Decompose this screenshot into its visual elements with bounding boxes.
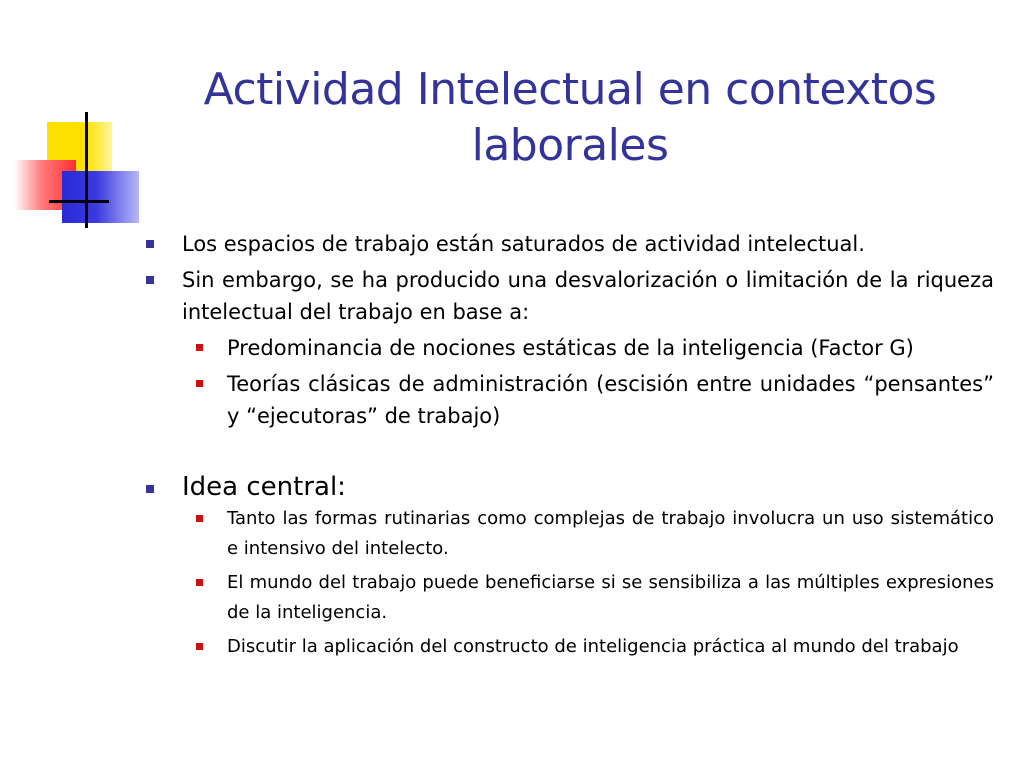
slide-title-line-1: Actividad Intelectual en contextos (203, 64, 937, 115)
sub-bullet-item (182, 632, 994, 662)
crosshair-horizontal-line (49, 200, 109, 203)
sub-bullet-item (182, 568, 994, 628)
slide-title (130, 62, 1010, 174)
crosshair-vertical-line (85, 112, 88, 228)
square-bullet-icon (196, 344, 203, 351)
square-bullet-icon (146, 276, 154, 284)
bullet-item (146, 470, 994, 504)
sub-bullet-text: Tanto las formas rutinarias como complejas de trabajo involucra un uso sistemático e intensivo del intelecto. (227, 508, 994, 559)
sub-bullet-text: Discutir la aplicación del constructo de inteligencia práctica al mundo del trabajo (227, 636, 959, 657)
sub-bullet-item (182, 332, 994, 364)
square-bullet-icon (196, 643, 203, 650)
square-bullet-icon (146, 485, 154, 493)
bullet-text: Idea central: (182, 472, 346, 502)
square-bullet-icon (196, 380, 203, 387)
sub-bullet-text: Predominancia de nociones estáticas de la inteligencia (Factor G) (227, 336, 914, 360)
sub-bullet-text: El mundo del trabajo puede beneficiarse si se sensibiliza a las múltiples expresiones de la inteligencia. (227, 572, 994, 623)
bullet-item (146, 228, 994, 260)
bullet-text: Sin embargo, se ha producido una desvalorización o limitación de la riqueza intelectual del trabajo en base a: (182, 268, 994, 324)
blue-square (62, 171, 139, 223)
bullet-text: Los espacios de trabajo están saturados de actividad intelectual. (182, 232, 865, 256)
square-bullet-icon (196, 515, 203, 522)
bullet-item (146, 264, 994, 328)
bullet-list (146, 228, 994, 662)
square-bullet-icon (196, 579, 203, 586)
sub-bullet-item (182, 504, 994, 564)
square-bullet-icon (146, 240, 154, 248)
slide-title-line-2: laborales (471, 120, 669, 171)
sub-bullet-text: Teorías clásicas de administración (escisión entre unidades “pensantes” y “ejecutoras” de trabajo) (227, 372, 994, 428)
sub-bullet-item (182, 368, 994, 432)
